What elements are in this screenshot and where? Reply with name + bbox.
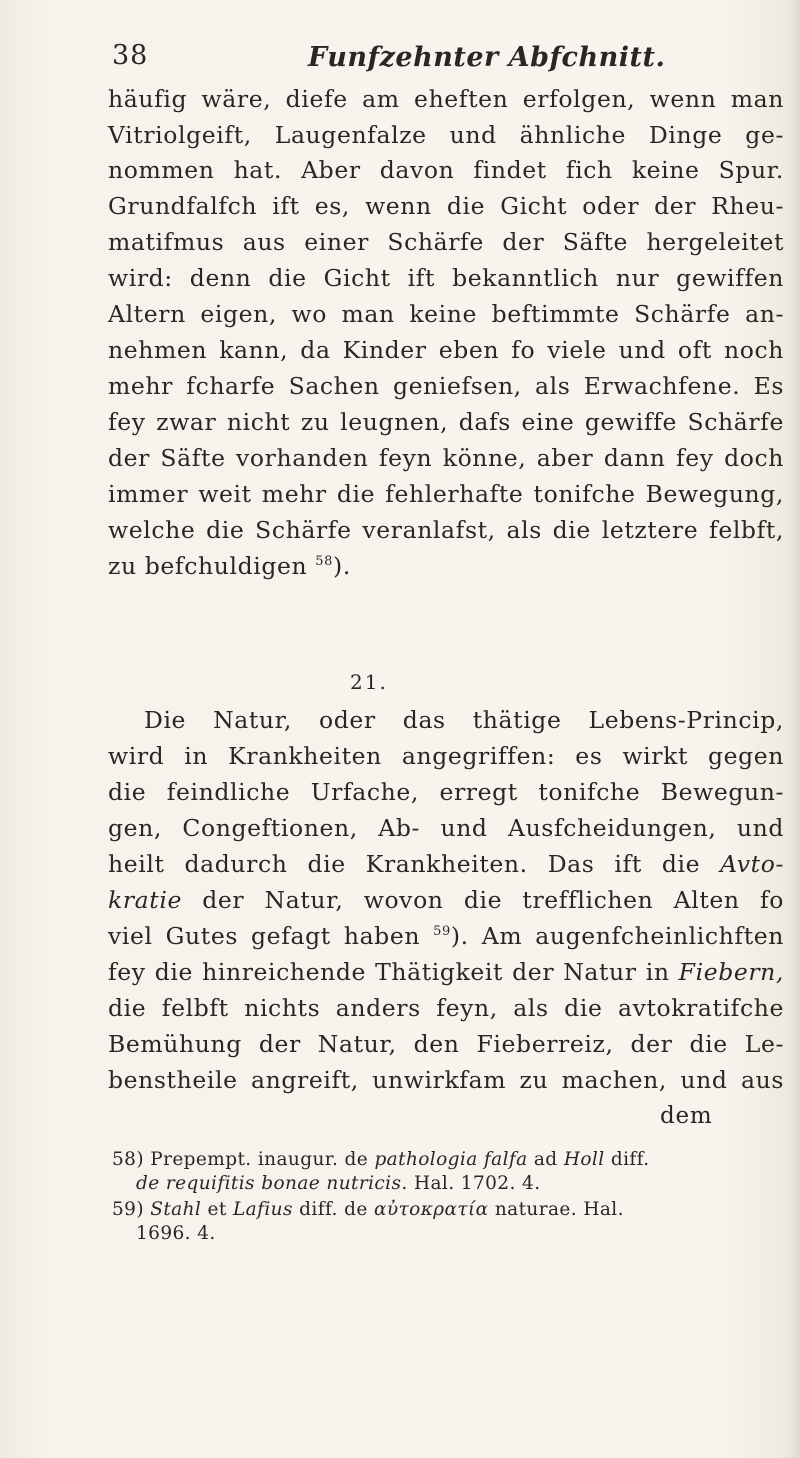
text-line: die felbft nichts anders feyn, als die avtokratifche — [108, 994, 784, 1022]
text-line: Die Natur, oder das thätige Lebens-Princip, — [144, 706, 784, 734]
footnote-58 — [112, 1148, 650, 1172]
footnote-ref: 58 — [315, 554, 334, 570]
italic-term: kratie — [108, 886, 182, 914]
text-segment: heilt dadurch die Krankheiten. Das ift die — [108, 850, 721, 878]
text-line: nommen hat. Aber davon findet fich keine Spur. — [108, 156, 784, 184]
text-line: häufig wäre, diefe am eheften erfolgen, wenn man — [108, 85, 784, 113]
text-line: welche die Schärfe veranlafst, als die letztere felbft, — [108, 516, 784, 544]
page-number: 38 — [112, 40, 149, 71]
text-line: der Säfte vorhanden feyn könne, aber dann fey doch — [108, 444, 784, 472]
text-segment: zu befchuldigen — [108, 552, 316, 580]
text-line — [108, 921, 784, 951]
text-segment: et — [201, 1199, 233, 1220]
footnote-59 — [112, 1198, 624, 1222]
footnote-58-line-2 — [136, 1172, 541, 1196]
greek-term: αὐτοκρατία — [373, 1199, 489, 1220]
page-edge-shadow — [786, 0, 800, 1458]
italic-term: de requifitis bonae nutricis. — [136, 1173, 408, 1194]
text-segment: naturae. Hal. — [488, 1199, 624, 1220]
text-segment: fey die hinreichende Thätigkeit der Natur in — [108, 958, 679, 986]
italic-term: Stahl — [150, 1199, 202, 1220]
text-line: Altern eigen, wo man keine beftimmte Schärfe an- — [108, 300, 784, 328]
text-segment: ). Am augenfcheinlichften — [450, 922, 784, 950]
text-line: Grundfalfch ift es, wenn die Gicht oder der Rheu- — [108, 192, 784, 220]
text-segment: viel Gutes gefagt haben — [108, 922, 434, 950]
text-line — [108, 957, 784, 987]
text-line: Vitriolgeift, Laugenfalze und ähnliche Dinge ge- — [108, 121, 784, 149]
text-line: benstheile angreift, unwirkfam zu machen, und aus — [108, 1066, 784, 1094]
text-segment: 59) — [112, 1199, 151, 1220]
page-header — [108, 36, 708, 76]
text-line: immer weit mehr die fehlerhafte tonifche Bewegung, — [108, 480, 784, 508]
section-number: 21. — [350, 670, 388, 694]
italic-term: Lafius — [232, 1199, 293, 1220]
text-line — [108, 849, 784, 879]
italic-term: pathologia falfa — [374, 1149, 528, 1170]
italic-term: Fiebern, — [678, 958, 784, 986]
text-line: mehr fcharfe Sachen geniefsen, als Erwachfene. Es — [108, 372, 784, 400]
text-segment: ). — [333, 552, 351, 580]
text-line: wird in Krankheiten angegriffen: es wirkt gegen — [108, 742, 784, 770]
catchword: dem — [660, 1103, 713, 1129]
text-line: Bemühung der Natur, den Fieberreiz, der die Le- — [108, 1030, 784, 1058]
text-segment: diff. — [604, 1149, 650, 1170]
text-segment: Hal. 1702. 4. — [407, 1173, 541, 1194]
text-line — [108, 885, 784, 915]
text-segment: ad — [527, 1149, 564, 1170]
text-line: gen, Congeftionen, Ab- und Ausfcheidungen, und — [108, 814, 784, 842]
text-line: fey zwar nicht zu leugnen, dafs eine gewiffe Schärfe — [108, 408, 784, 436]
text-line: die feindliche Urfache, erregt tonifche Bewegun- — [108, 778, 784, 806]
text-line: matifmus aus einer Schärfe der Säfte hergeleitet — [108, 228, 784, 256]
italic-term: Holl — [563, 1149, 605, 1170]
text-line: nehmen kann, da Kinder eben fo viele und oft noch — [108, 336, 784, 364]
footnote-59-line-2: 1696. 4. — [136, 1223, 216, 1244]
footnote-ref: 59 — [433, 924, 451, 940]
italic-term: Avto- — [720, 850, 784, 878]
text-segment: 58) Prepempt. inaugur. de — [112, 1149, 375, 1170]
text-segment: diff. de — [292, 1199, 374, 1220]
text-segment: der Natur, wovon die trefflichen Alten fo — [181, 886, 784, 914]
text-line: wird: denn die Gicht ift bekanntlich nur gewiffen — [108, 264, 784, 292]
text-line — [108, 551, 351, 581]
running-title: Funfzehnter Abfchnitt. — [308, 42, 666, 73]
